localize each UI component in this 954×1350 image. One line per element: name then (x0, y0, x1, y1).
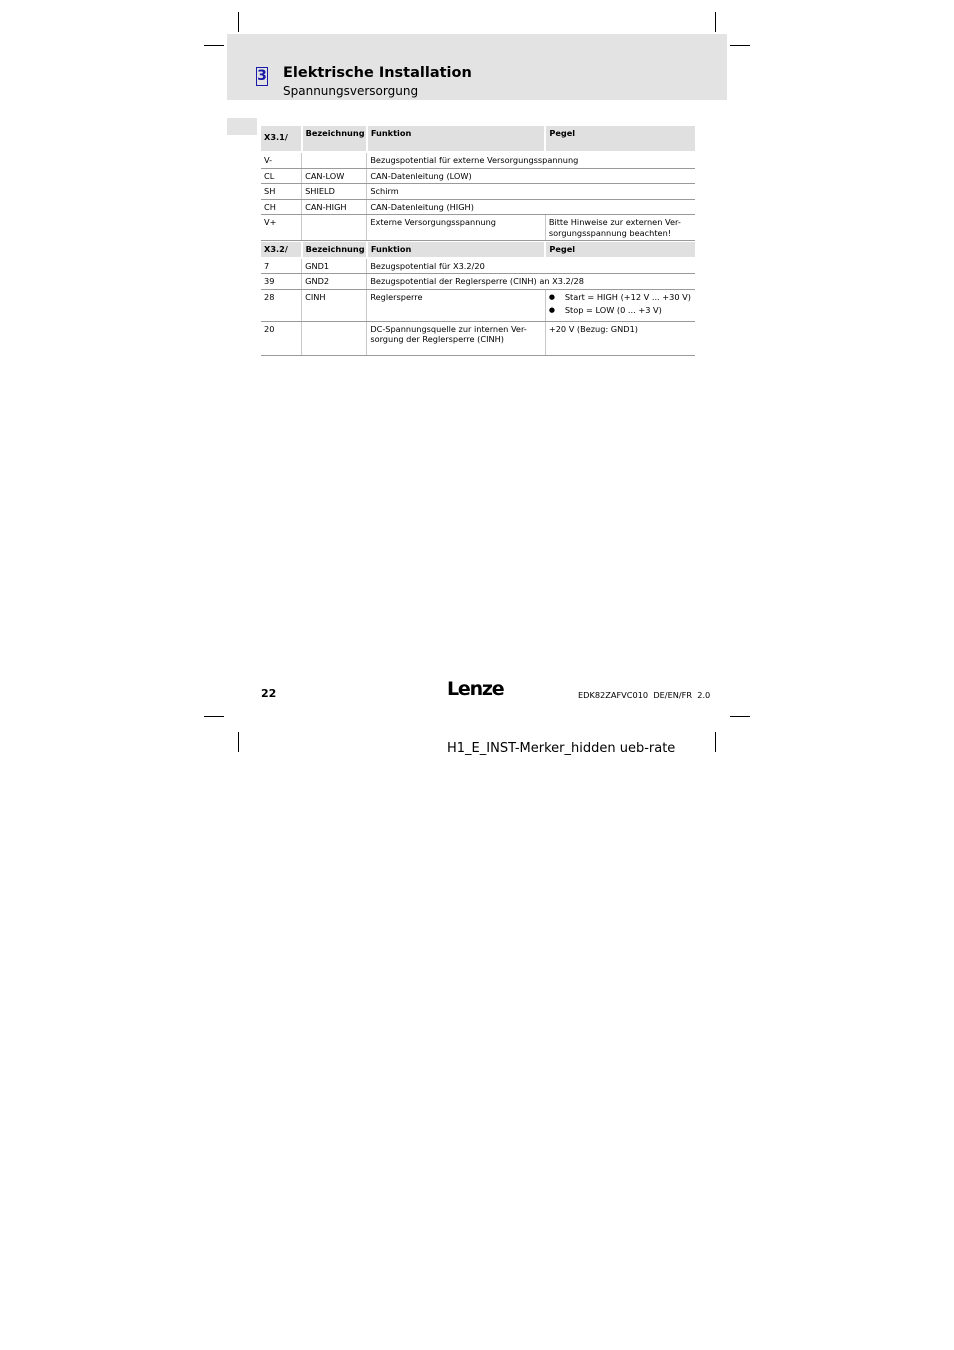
cell-pin: V+ (261, 215, 302, 241)
header-level: Pegel (545, 242, 695, 258)
cell-function: Bezugspotential für X3.2/20 (367, 258, 695, 274)
header-pin: X3.2/ (261, 242, 302, 258)
cell-name: GND1 (302, 258, 367, 274)
chapter-number[interactable]: 3 (257, 68, 267, 84)
chapter-title: Elektrische Installation (283, 65, 472, 81)
cell-pin: 7 (261, 258, 302, 274)
cell-pin: 39 (261, 274, 302, 290)
crop-mark (730, 716, 750, 717)
cell-function: DC-Spannungsquelle zur internen Ver- sorgung der Reglersperre (CINH) (367, 321, 546, 355)
lenze-logo: Lenze (447, 678, 504, 700)
header-level: Pegel (545, 126, 695, 152)
header-pin: X3.1/ (261, 126, 302, 152)
table-row (261, 289, 695, 321)
cell-pin: CL (261, 168, 302, 184)
crop-mark (238, 12, 239, 32)
table-row (261, 274, 695, 290)
cell-level: Bitte Hinweise zur externen Ver- sorgungsspannung beachten! (545, 215, 695, 241)
cell-function: Externe Versorgungsspannung (367, 215, 546, 241)
crop-mark (730, 45, 750, 46)
cell-level: +20 V (Bezug: GND1) (545, 321, 695, 355)
table-header-row (261, 126, 695, 152)
crop-mark (715, 12, 716, 32)
page-number: 22 (261, 687, 277, 700)
table-row (261, 215, 695, 241)
table-row (261, 168, 695, 184)
level-bullet: ● Stop = LOW (0 ... +3 V) (549, 305, 692, 316)
cell-name (302, 321, 367, 355)
cell-pin: 28 (261, 289, 302, 321)
cell-function: Reglersperre (367, 289, 546, 321)
cell-name: CAN-LOW (302, 168, 367, 184)
header-name: Bezeichnung (302, 126, 367, 152)
cell-name (302, 215, 367, 241)
cell-level (545, 289, 695, 321)
header-name: Bezeichnung (302, 242, 367, 258)
cell-pin: 20 (261, 321, 302, 355)
section-title: Spannungsversorgung (283, 84, 419, 98)
table-row (261, 152, 695, 168)
table-x32 (261, 242, 695, 356)
cell-function: CAN-Datenleitung (HIGH) (367, 199, 695, 215)
cell-name: SHIELD (302, 184, 367, 200)
cell-function: Bezugspotential der Reglersperre (CINH) an X3.2/28 (367, 274, 695, 290)
level-bullet: ● Start = HIGH (+12 V ... +30 V) (549, 292, 692, 303)
cell-name: CAN-HIGH (302, 199, 367, 215)
table-row (261, 199, 695, 215)
hidden-marker-text: H1_E_INST-Merker_hidden ueb-rate (447, 741, 676, 756)
table-row (261, 258, 695, 274)
cell-pin: CH (261, 199, 302, 215)
crop-mark (238, 732, 239, 752)
cell-pin: V- (261, 152, 302, 168)
crop-mark (204, 45, 224, 46)
cell-function: Schirm (367, 184, 695, 200)
cell-name (302, 152, 367, 168)
cell-pin: SH (261, 184, 302, 200)
header-function: Funktion (367, 126, 546, 152)
table-x31 (261, 126, 695, 241)
side-tab (227, 118, 257, 135)
header-function: Funktion (367, 242, 546, 258)
cell-function: Bezugspotential für externe Versorgungsspannung (367, 152, 695, 168)
document-code: EDK82ZAFVC010 DE/EN/FR 2.0 (578, 690, 711, 700)
cell-name: GND2 (302, 274, 367, 290)
table-row (261, 321, 695, 355)
table-header-row (261, 242, 695, 258)
table-row (261, 184, 695, 200)
cell-name: CINH (302, 289, 367, 321)
cell-function: CAN-Datenleitung (LOW) (367, 168, 695, 184)
crop-mark (204, 716, 224, 717)
crop-mark (715, 732, 716, 752)
